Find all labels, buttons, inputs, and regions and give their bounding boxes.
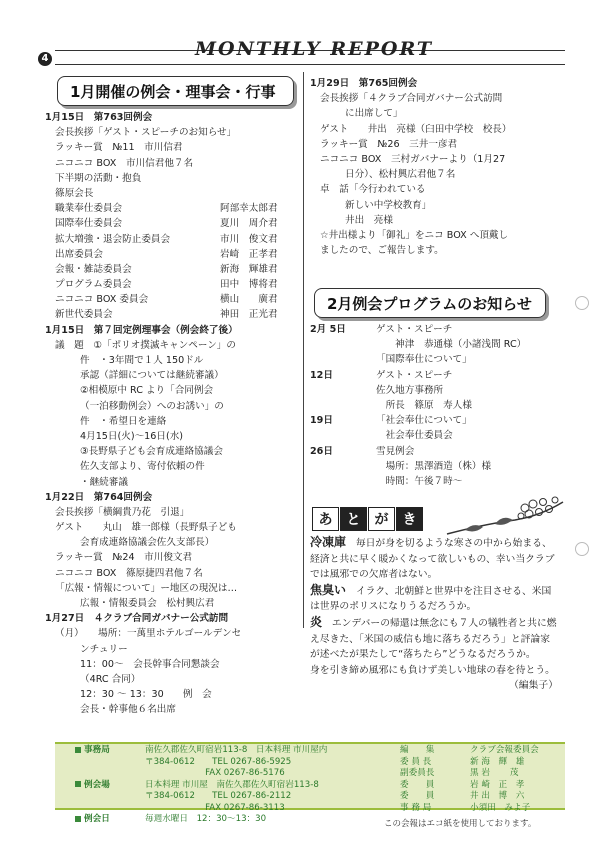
program-row — [310, 383, 565, 398]
credit-name: 新 海 輝 雄 — [470, 756, 525, 767]
contact-row — [75, 791, 390, 803]
program-date: 19日 — [310, 415, 333, 427]
contact-value: 〒384-0612 TEL 0267-86-5925 — [145, 756, 292, 767]
event-line: 卓 話「今行われている — [320, 184, 426, 196]
event-line: 井出 亮様 — [345, 214, 393, 226]
credit-row — [400, 768, 560, 780]
member-name: 新海 輝雄君 — [220, 263, 278, 275]
contact-value: 日本料理 市川屋 南佐久郡佐久町宿岩113-8 — [145, 779, 319, 790]
credit-role: 委 員 長 — [400, 756, 432, 767]
event-line: （一泊移動例会）へのお誘い」の — [80, 400, 224, 412]
club-contact — [75, 745, 390, 826]
editorial-credits — [400, 745, 560, 814]
binder-hole-lower — [575, 542, 589, 556]
event-line: 件 ・3年間で１人 150ドル — [80, 355, 204, 366]
atogaki-paragraph — [310, 615, 558, 663]
role-label: 職業奉仕委員会 — [55, 203, 123, 215]
credit-role: 副委員長 — [400, 768, 435, 778]
atogaki-paragraph — [310, 535, 558, 583]
keyword: 炎 — [310, 614, 323, 629]
contact-value: 毎週水曜日 12：30～13：30 — [145, 814, 267, 824]
event-line: ニコニコ BOX 篠原捷四君他７名 — [55, 567, 203, 579]
credit-name: クラブ会報委員会 — [470, 745, 539, 755]
program-section-title: 2月例会プログラムのお知らせ — [314, 288, 546, 318]
program-row — [310, 413, 565, 428]
role-label: 会報・雑誌委員会 — [55, 263, 132, 275]
credit-role: 事 務 局 — [400, 802, 432, 813]
contact-row — [75, 757, 390, 769]
program-item: 神津 恭通様（小諸浅間 RC） — [376, 339, 527, 351]
contact-label: 例会日 — [75, 814, 145, 826]
program-date: 12日 — [310, 369, 333, 381]
event-line: 日分）、松村興広君他７名 — [345, 169, 456, 181]
contact-label — [75, 791, 145, 803]
member-name: 田中 博将君 — [220, 279, 278, 291]
member-name: 横山 廣君 — [220, 294, 278, 306]
keyword: 焦臭い — [310, 582, 347, 597]
atogaki-char: あ — [312, 507, 339, 531]
program-item: 場所：黒澤酒造（株）様 — [376, 460, 492, 472]
meetings-section-title: 1月開催の例会・理事会・行事 — [57, 76, 294, 106]
member-name: 夏川 周介君 — [220, 218, 278, 230]
event-line: 広報・情報委員会 松村興広君 — [80, 598, 215, 609]
contact-value: FAX 0267-86-5176 — [145, 768, 285, 778]
paragraph-text: エンデバーの帰還は無念にも７人の犠牲者と共に燃え尽きた、「米国の威信も地に落ちるだろう」と評論家が述べたが果たして“落ちたら”どうなるだろうか。 — [310, 617, 557, 661]
event-line: ニコニコ BOX 三村ガバナーより（1月27 — [320, 153, 506, 165]
credit-name: 岩 崎 正 孝 — [470, 779, 525, 790]
bullet-square — [75, 781, 81, 787]
credit-role: 委 員 — [400, 791, 435, 801]
program-row — [310, 428, 565, 443]
event-line: 11：00～ 会長幹事合同懇談会 — [80, 658, 220, 670]
program-item: 佐久地方事務所 — [376, 384, 444, 396]
contact-label — [75, 803, 145, 815]
credit-row — [400, 757, 560, 769]
event-line: ☆井出様より「御礼」をニコ BOX へ頂戴し — [320, 229, 509, 241]
event-line — [45, 247, 300, 262]
event-line: ラッキー賞 №26 三井一彦君 — [320, 138, 458, 150]
event-line: ゲスト 井出 亮様（臼田中学校 校長） — [320, 123, 512, 135]
bullet-square — [75, 747, 81, 753]
contact-row — [75, 803, 390, 815]
contact-row — [75, 814, 390, 826]
page-number: 4 — [38, 52, 52, 66]
role-label: ニコニコ BOX 委員会 — [55, 294, 149, 306]
event-line — [45, 292, 300, 307]
event-line: ラッキー賞 №11 市川信君 — [55, 142, 183, 154]
program-row — [310, 474, 565, 489]
event-line: 件 ・希望日を連絡 — [80, 415, 167, 427]
column-divider — [303, 72, 304, 628]
event-line: 会長・幹事他６名出席 — [80, 704, 176, 716]
contact-row — [75, 768, 390, 780]
atogaki-char: が — [368, 507, 395, 531]
member-name: 岩崎 正孝君 — [220, 248, 278, 260]
contact-row — [75, 780, 390, 792]
event-line: （月） 場所：一萬里ホテルゴールデンセ — [55, 628, 242, 640]
event-line: に出席して」 — [345, 108, 403, 120]
role-label: 国際奉仕委員会 — [55, 218, 123, 230]
program-item: 所長 篠原 寿人様 — [376, 399, 472, 411]
credit-row — [400, 803, 560, 815]
contact-value: 〒384-0612 TEL 0267-86-2112 — [145, 791, 292, 801]
program-item: 時間：午後７時～ — [376, 475, 463, 487]
atogaki-heading — [312, 507, 423, 531]
event-line: 会育成連絡協議会佐久支部長） — [80, 537, 215, 549]
program-row — [310, 398, 565, 413]
program-item: 「社会奉仕について」 — [376, 415, 472, 427]
program-list — [310, 322, 565, 489]
member-name: 市川 俊文君 — [220, 233, 278, 245]
contact-label: 例会場 — [75, 780, 145, 792]
event-line: 下半期の活動・抱負 — [55, 172, 142, 184]
event-line: ましたので、ご報告します。 — [320, 245, 444, 257]
program-date: 26日 — [310, 445, 333, 457]
newsletter-title: MONTHLY REPORT — [195, 38, 434, 60]
credit-name: 黒 岩 茂 — [470, 768, 519, 778]
event-line: 会長挨拶「横綱貴乃花 引退」 — [55, 506, 190, 518]
event-line — [45, 232, 300, 247]
contact-label: 事務局 — [75, 745, 145, 757]
event-line: 新しい中学校教育」 — [345, 199, 432, 211]
program-row — [310, 444, 565, 459]
event-line: 「広報・情報について」ー地区の現況は… — [55, 582, 238, 594]
credit-name: 小須田 みよ子 — [470, 802, 531, 813]
event-line: ②相模原中 RC より「合同例会 — [80, 385, 214, 397]
event-heading: 1月15日 第763回例会 — [45, 112, 153, 123]
event-line: 12：30 ～ 13：30 例 会 — [80, 689, 212, 701]
role-label: 出席委員会 — [55, 248, 103, 260]
event-line: 議 題 ①「ポリオ撲滅キャンペーン」の — [55, 339, 236, 351]
program-item: 雪見例会 — [376, 445, 415, 457]
atogaki-char: き — [396, 507, 423, 531]
event-line: 篠原会長 — [55, 187, 94, 199]
bullet-square — [75, 816, 81, 822]
program-row — [310, 352, 565, 367]
event-line: ・継続審議 — [80, 476, 128, 488]
program-row — [310, 368, 565, 383]
member-name: 阿部幸太郎君 — [220, 203, 278, 215]
event-line: 佐久支部より、寄付依頼の件 — [80, 461, 205, 473]
header-rule-bottom — [55, 64, 565, 65]
event-line — [45, 262, 300, 277]
binder-hole-upper — [575, 296, 589, 310]
member-name: 神田 正光君 — [220, 309, 278, 321]
event-line — [45, 307, 300, 322]
program-item: ゲスト・スピーチ — [376, 324, 453, 335]
contact-label — [75, 757, 145, 769]
atogaki-paragraph — [310, 583, 558, 615]
contact-value: FAX 0267-86-3113 — [145, 802, 285, 813]
contact-value: 南佐久郡佐久町宿岩113-8 日本料理 市川屋内 — [145, 745, 328, 755]
event-line: ③長野県子ども会育成連絡協議会 — [80, 446, 223, 458]
program-row — [310, 322, 565, 337]
event-heading: 1月27日 ４クラブ合同ガバナー公式訪問 — [45, 613, 229, 625]
meetings-list — [45, 110, 300, 718]
credit-row — [400, 780, 560, 792]
flower-illustration — [445, 494, 565, 538]
event-line: ラッキー賞 №24 市川俊文君 — [55, 552, 193, 564]
credit-name: 井 出 博 六 — [470, 791, 525, 801]
program-row — [310, 459, 565, 474]
program-row — [310, 337, 565, 352]
event-heading: 1月22日 第764回例会 — [45, 491, 153, 503]
credit-role: 編 集 — [400, 745, 435, 755]
contact-row — [75, 745, 390, 757]
paragraph-text: 身を引き締め風邪にも負けず美しい地球の春を待とう。 — [310, 664, 555, 676]
role-label: 新世代委員会 — [55, 309, 113, 321]
atogaki-paragraph — [310, 663, 558, 692]
event-heading: 1月15日 第７回定例理事会（例会終了後） — [45, 324, 238, 336]
event-line: 会長挨拶「４クラブ合同ガバナー公式訪問 — [320, 93, 503, 105]
paragraph-text: 毎日が身を切るような寒さの中から始まる、経済と共に早く暖かくなって欲しいもの、幸い当クラブでは風邪での欠席者はない。 — [310, 538, 555, 581]
credit-row — [400, 745, 560, 757]
role-label: 拡大増強・退会防止委員会 — [55, 233, 171, 245]
event-line: 4月15日(火)～16日(水) — [80, 430, 184, 442]
credit-role: 委 員 — [400, 779, 435, 790]
credit-row — [400, 791, 560, 803]
event-line — [45, 277, 300, 292]
paragraph-text: イラク、北朝鮮と世界中を注目させる、米国は世界のポリスになりうるだろうか。 — [310, 585, 552, 613]
event-line — [45, 216, 300, 231]
atogaki-char: と — [340, 507, 367, 531]
event-line: ンチュリー — [80, 643, 128, 655]
atogaki-text — [310, 535, 558, 694]
event-heading: 1月29日 第765回例会 — [310, 78, 418, 89]
program-date: 2月 5日 — [310, 324, 346, 335]
role-label: プログラム委員会 — [55, 279, 132, 291]
eco-paper-note: この会報はエコ紙を使用しております。 — [384, 819, 537, 829]
event-line: （4RC 合同） — [80, 673, 141, 685]
event-line: ニコニコ BOX 市川信君他７名 — [55, 157, 194, 169]
event-line: 承認（詳細については継続審議） — [80, 370, 224, 382]
event-line: ゲスト 丸山 雄一郎様（長野県子ども — [55, 522, 237, 534]
event-line: 会長挨拶「ゲスト・スピーチのお知らせ」 — [55, 127, 237, 139]
program-item: 「国際奉仕について」 — [376, 354, 472, 366]
keyword: 冷凍庫 — [310, 535, 347, 549]
event-line — [45, 201, 300, 216]
contact-label — [75, 768, 145, 780]
meeting-765-block — [310, 76, 565, 258]
program-item: ゲスト・スピーチ — [376, 369, 453, 381]
program-item: 社会奉仕委員会 — [376, 430, 453, 442]
signature: （編集子） — [509, 680, 558, 692]
